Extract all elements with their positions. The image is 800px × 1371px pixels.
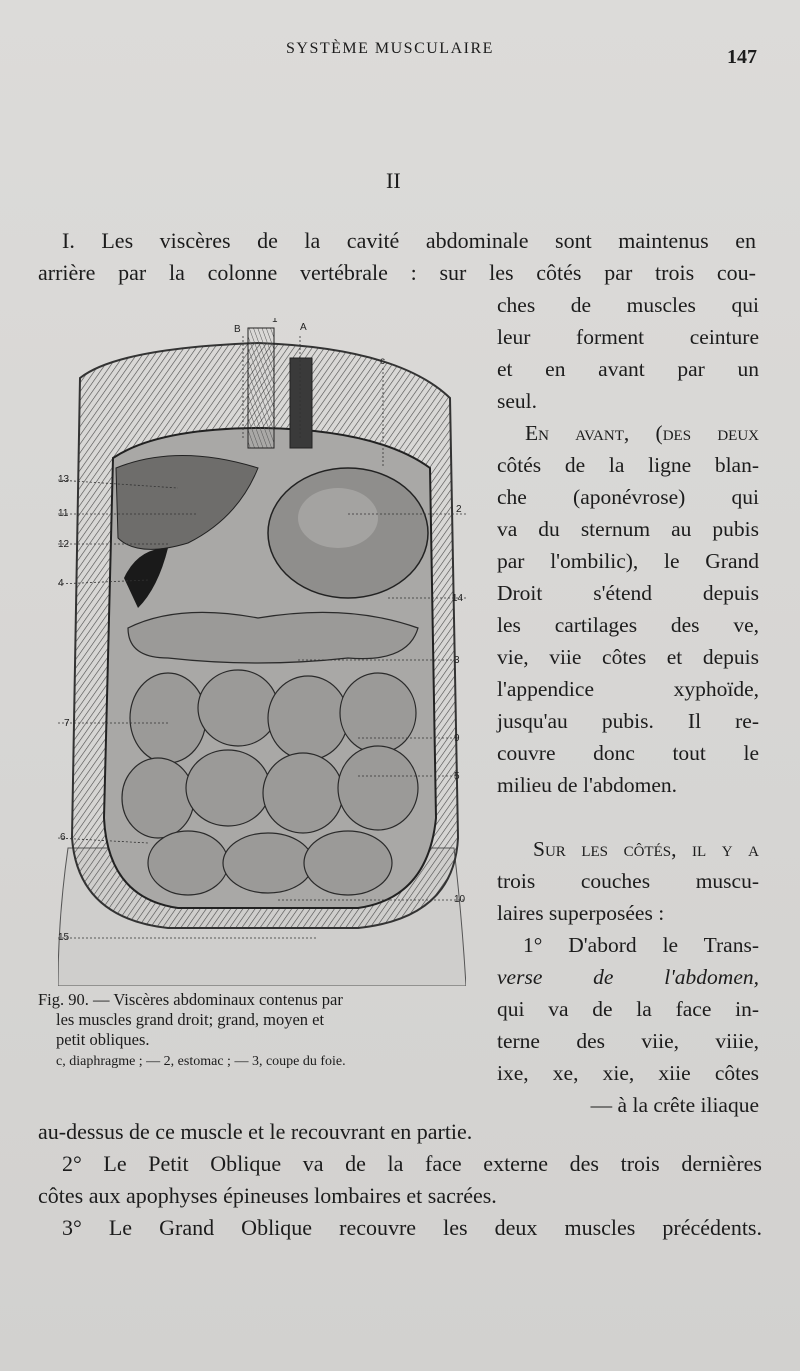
figure-label-c: c <box>380 356 385 367</box>
col-line: et en avant par un <box>497 357 759 381</box>
figure-label-A: A <box>300 322 307 333</box>
caption-line-1: Fig. 90. — Viscères abdominaux contenus par <box>38 990 343 1009</box>
col-line: va du sternum au pubis <box>497 517 759 541</box>
col-line: terne des viie, viiie, <box>497 1029 759 1053</box>
col-line: Droit s'étend depuis <box>497 581 759 605</box>
figure-label-9: 9 <box>454 733 460 744</box>
caption-line-4: c, diaphragme ; — 2, estomac ; — 3, coupe du foie. <box>56 1054 346 1069</box>
figure-label-2: 2 <box>456 504 462 515</box>
col-line: laires superposées : <box>497 901 665 925</box>
col-line: les cartilages des ve, <box>497 613 759 637</box>
figure-label-4: 4 <box>58 578 64 589</box>
running-title: SYSTÈME MUSCULAIRE <box>286 40 494 57</box>
intro-line-1: I. Les viscères de la cavité abdominale sont maintenus en <box>62 228 756 253</box>
col-line: ixe, xe, xie, xiie côtes <box>497 1061 759 1085</box>
anatomy-figure <box>58 318 466 986</box>
col-line: — à la crête iliaque <box>590 1093 759 1117</box>
bottom-line-1: au-dessus de ce muscle et le recouvrant en partie. <box>38 1119 473 1144</box>
col-line: ches de muscles qui <box>497 293 759 317</box>
figure-label-3: 3 <box>454 655 460 666</box>
figure-label-5: 5 <box>454 771 460 782</box>
col-line: jusqu'au pubis. Il re- <box>497 709 759 733</box>
col-line: qui va de la face in- <box>497 997 759 1021</box>
figure-label-13: 13 <box>58 474 70 485</box>
col-line: par l'ombilic), le Grand <box>497 549 759 573</box>
figure-label-15: 15 <box>58 932 70 943</box>
col-line: côtés de la ligne blan- <box>497 453 759 477</box>
figure-label-11: 11 <box>58 508 69 519</box>
bottom-line-2: 2° Le Petit Oblique va de la face externe des trois dernières <box>62 1151 762 1176</box>
col-line: vie, viie côtes et depuis <box>497 645 759 669</box>
figure-label-6: 6 <box>60 832 66 843</box>
figure-label-1: 1 <box>272 318 278 325</box>
col-line: leur forment ceinture <box>497 325 759 349</box>
col-line: couvre donc tout le <box>497 741 759 765</box>
col-line <box>497 801 759 833</box>
figure-label-B: B <box>234 324 241 335</box>
figure-label-7: 7 <box>64 718 70 729</box>
col-line: seul. <box>497 389 538 413</box>
col-line: En avant, (des deux <box>525 421 759 445</box>
figure-caption <box>38 990 478 1072</box>
caption-line-3: petit obliques. <box>56 1030 150 1049</box>
figure-label-10: 10 <box>454 894 466 905</box>
bottom-line-4: 3° Le Grand Oblique recouvre les deux muscles précédents. <box>62 1215 762 1240</box>
bottom-line-3: côtes aux apophyses épineuses lombaires et sacrées. <box>38 1183 497 1208</box>
abdomen-illustration <box>58 318 466 986</box>
figure-label-12: 12 <box>58 539 70 550</box>
col-line: che (aponévrose) qui <box>497 485 759 509</box>
page-number: 147 <box>727 46 757 68</box>
col-line: 1° D'abord le Trans- <box>523 933 759 957</box>
right-column-text <box>497 289 759 1121</box>
col-line: Sur les côtés, il y a <box>533 837 759 861</box>
figure-label-14: 14 <box>452 593 464 604</box>
caption-line-2: les muscles grand droit; grand, moyen et <box>56 1010 325 1029</box>
col-line: verse de l'abdomen, <box>497 965 759 989</box>
section-number: II <box>386 168 401 193</box>
col-line: milieu de l'abdomen. <box>497 773 678 797</box>
intro-line-2: arrière par la colonne vertébrale : sur les côtés par trois cou- <box>38 260 756 285</box>
col-line: trois couches muscu- <box>497 869 759 893</box>
col-line: l'appendice xyphoïde, <box>497 677 759 701</box>
